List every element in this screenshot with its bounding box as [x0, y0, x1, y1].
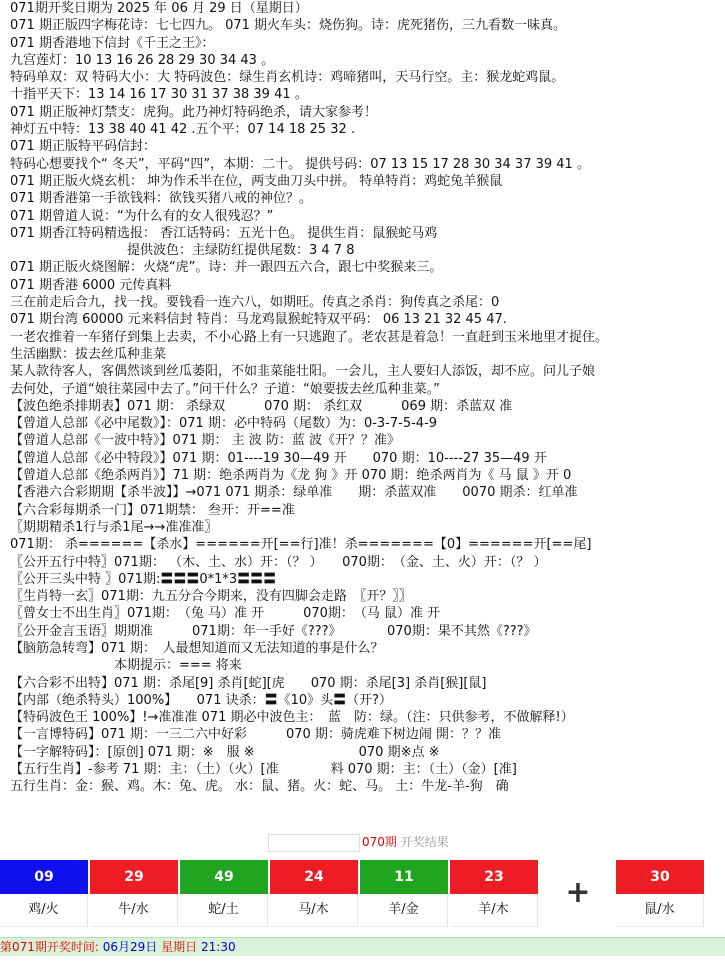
ball — [360, 860, 448, 926]
ball-number: 11 — [360, 860, 448, 894]
text-line: 本期提示：=== 将来 — [10, 658, 242, 674]
text-line: 【曾道人总部《必中特段》】071 期：01----19 30—49 开 070 期：10----27 35—49 开 — [10, 450, 547, 466]
text-line: 某人款待客人，客偶然谈到丝瓜萎阳，不如韭菜能壮阳。一会儿，主人要妇人添饭，却不应。问儿子娘 — [10, 364, 596, 380]
text-line: 071期开奖日期为 2025 年 06 月 29 日（星期日） — [10, 1, 308, 16]
ball-number: 09 — [0, 860, 88, 894]
text-line: 生活幽默：拔去丝瓜种韭菜 — [10, 346, 167, 362]
text-line: 【波色绝杀排期表】071 期： 杀绿双 070 期： 杀红双 069 期：杀蓝双 准 — [10, 398, 513, 414]
special-ball-number: 30 — [616, 860, 704, 894]
result-bar — [0, 832, 725, 854]
text-line: 去何处，子道“娘往菜园中去了。”问干什么？子道：“娘要拔去丝瓜种韭菜。” — [10, 381, 440, 397]
ball-zodiac: 蛇/土 — [180, 894, 268, 927]
text-line: 神灯五中特：13 38 40 41 42 .五个平：07 14 18 25 32 . — [10, 122, 356, 138]
text-line: 071 期香港 6000 元传真料 — [10, 277, 172, 293]
text-line: 提供波色：主绿防红提供尾数：3 4 7 8 — [10, 243, 355, 259]
text-line: 三在前走后合九，找一找。要钱看一连六八，如期旺。传真之杀肖：狗传真之杀尾：0 — [10, 295, 500, 311]
text-line: 071期： 杀======【杀水】======开[==行]准！杀=======【0】======开[==尾] — [10, 537, 592, 553]
text-line: 071 期正版火烧图解：火烧“虎”。诗：并一跟四五六合，跟七中奖猴来三。 — [10, 260, 443, 276]
text-line: 特码单双：双 特码大小：大 特码波色：绿生肖玄机诗：鸡啼猪叫，天马行空。主：猴龙蛇鸡鼠。 — [10, 70, 565, 86]
text-line: 【一言博特码】071 期：一三二六中好彩 070 期：骑虎难下树边闹 開：？？准 — [10, 727, 502, 743]
text-line: 〖生肖特一玄〗071期：九五分合今期来，没有四脚会走路 〖开？〗〗 — [10, 589, 412, 605]
text-line: 071 期香港第一手欲钱料：欲钱买猪八戒的神位？。 — [10, 191, 312, 207]
text-line: 071 期曾道人说：“为什么有的女人很残忍？” — [10, 208, 274, 224]
ball-zodiac: 鸡/火 — [0, 894, 88, 927]
special-ball — [616, 860, 704, 926]
ball-zodiac: 马/木 — [270, 894, 358, 927]
ball — [270, 860, 358, 926]
ball — [90, 860, 178, 926]
text-line: 【曾道人总部《一波中特》】071 期： 主 波 防：蓝 波《开？？准》 — [10, 433, 400, 449]
text-line: 特码心想要找个“ 冬天”，平码“四”，本期：二十。 提供号码：07 13 15 17 28 30 34 37 39 41 。 — [10, 156, 590, 172]
footer-weekday: 星期日 — [161, 940, 198, 954]
ball — [0, 860, 88, 926]
text-line: 〖曾女士不出生肖〗071期： （兔 马）准 开 070期： （马 鼠）准 开 — [10, 606, 441, 622]
result-search-box[interactable] — [268, 834, 360, 852]
ball-number: 29 — [90, 860, 178, 894]
ball-zodiac: 牛/水 — [90, 894, 178, 927]
ball-number: 23 — [450, 860, 538, 894]
text-line: 【一字解特码】：[原创] 071 期：※ 服 ※ 070 期※点 ※ — [10, 744, 440, 760]
text-line: 〖公开三头中特 〗071期:〓〓〓0*1*3〓〓〓 — [10, 571, 277, 587]
text-line: 〖期期精杀1行与杀1尾→→准准准〗 — [10, 519, 218, 535]
plus-icon: + — [565, 875, 591, 910]
text-line: 九宫莲灯：10 13 16 26 28 29 30 34 43 。 — [10, 52, 275, 68]
text-line: 071 期香江特码精选报： 香江话特码：五光十色。 提供生肖：鼠猴蛇马鸡 — [10, 225, 438, 241]
text-line: 【六合彩不出特】071 期：杀尾[9] 杀肖[蛇][虎 070 期：杀尾[3] 杀肖[猴][鼠] — [10, 675, 487, 691]
result-period: 070期 — [362, 835, 397, 849]
ball-zodiac: 羊/木 — [450, 894, 538, 927]
footer-date: 06月29日 — [102, 940, 158, 954]
text-line: 【香港六合彩期期【杀半波】】→071 071 期杀：绿单准 期：杀蓝双准 0070 期杀：红单准 — [10, 485, 578, 501]
text-line: 【五行生肖】-参考 71 期：主：（土）（火）[准 料 070 期：主：（土）（金）[准] — [10, 762, 517, 778]
special-ball-zodiac: 鼠/水 — [616, 894, 704, 927]
text-line: 【特码波色王 100%】!→准准准 071 期必中波色主： 蓝 防：绿。（注：只供参考，不做解释!） — [10, 710, 574, 726]
draw-time-footer — [0, 937, 725, 956]
ball — [450, 860, 538, 926]
text-line: 五行生肖：金：猴、鸡。木：兔、虎。 水：鼠、猪。火：蛇、马。 土：牛龙-羊-狗 确 — [10, 779, 509, 795]
text-line: 071 期正版四字梅花诗：七七四九。 071 期火车头：烧伤狗。诗：虎死猪伤，三九看数一味真。 — [10, 18, 567, 34]
text-line: 〖公开金言玉语〗期期准 071期：年一手好《???》 070期：果不其然《???》 — [10, 623, 537, 639]
text-line: 071 期正版火烧玄机： 坤为作禾半在位，两支曲刀头中拼。 特单特肖：鸡蛇兔羊猴鼠 — [10, 173, 503, 189]
text-line: 〖公开五行中特〗071期： （木、土、水）开：（？ ） 070期： （金、土、火）开：（？ ） — [10, 554, 547, 570]
text-line: 071 期正版特平码信封： — [10, 139, 156, 155]
text-line: 【曾道人总部《绝杀两肖》】71 期：绝杀两肖为《龙 狗 》开 070 期：绝杀两肖为《 马 鼠 》开 0 — [10, 468, 572, 484]
text-line: 071 期香港地下信封《千王之王》： — [10, 35, 215, 51]
ball-number: 24 — [270, 860, 358, 894]
text-line: 【曾道人总部《必中尾数》】：071 期：必中特码（尾数）为：0-3-7-5-4-9 — [10, 416, 438, 432]
text-line: 071 期正版神灯禁支：虎狗。此乃神灯特码绝杀，请大家参考！ — [10, 104, 377, 120]
article-body — [10, 0, 722, 796]
ball-zodiac: 羊/金 — [360, 894, 448, 927]
text-line: 十指平天下：13 14 16 17 30 31 37 38 39 41 。 — [10, 87, 308, 103]
ball-number: 49 — [180, 860, 268, 894]
footer-prefix: 第071期开奖时间: — [0, 940, 99, 954]
text-line: 【内部（绝杀特头）100%】 071 诀杀：〓《10》头〓（开?） — [10, 692, 393, 708]
footer-time: 21:30 — [201, 940, 236, 954]
text-line: 【脑筋急转弯】071 期： 人最想知道而又无法知道的事是什么？ — [10, 640, 384, 656]
text-line: 071 期台湾 60000 元来料信封 特肖：马龙鸡鼠猴蛇特双平码： 06 13 21 32 45 47. — [10, 312, 507, 328]
result-label: 开奖结果 — [400, 835, 449, 849]
ball — [180, 860, 268, 926]
result-title — [362, 834, 449, 850]
text-line: 【六合彩每期杀一门】071期禁： 叁开：开==准 — [10, 502, 295, 518]
text-line: 一老农推着一车猪仔到集上去卖，不小心路上有一只逃跑了。老农甚是着急！一直赶到玉米地里才捉住。 — [10, 329, 609, 345]
